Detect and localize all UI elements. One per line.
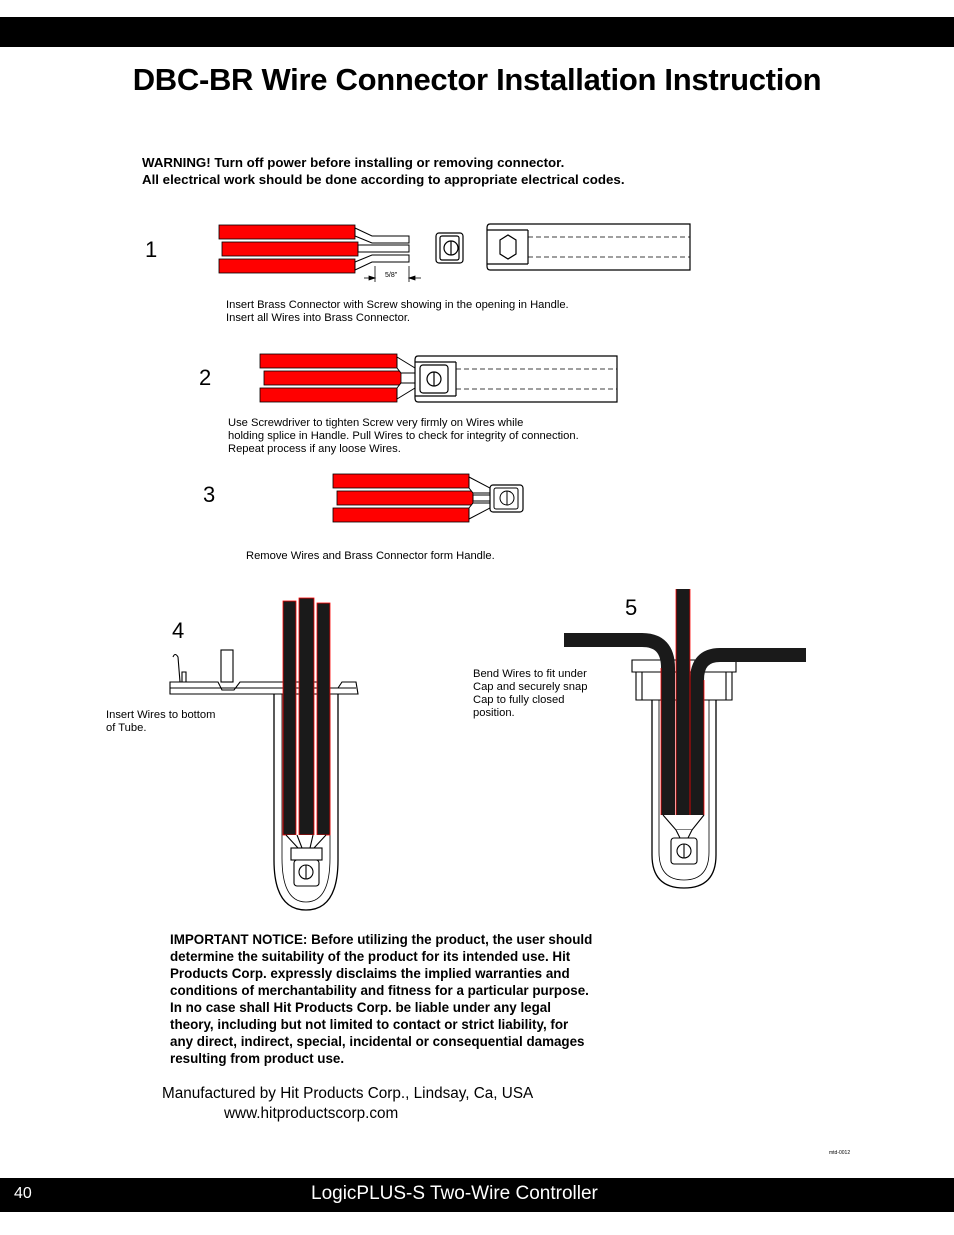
page-title: DBC-BR Wire Connector Installation Instruction	[132, 62, 822, 97]
caption-line: Repeat process if any loose Wires.	[228, 443, 401, 455]
step-3-illustration	[333, 474, 523, 522]
notice-line: IMPORTANT NOTICE: Before utilizing the product, the user should	[170, 932, 593, 947]
step-1-illustration	[219, 224, 690, 282]
warning-line: WARNING! Turn off power before installing or removing connector.	[142, 155, 565, 170]
step-4-illustration	[170, 598, 358, 910]
caption-line: Cap and securely snap	[473, 681, 588, 693]
caption-line: Bend Wires to fit under	[473, 668, 587, 680]
handle-with-connector	[415, 356, 617, 402]
step-4-number: 4	[172, 618, 185, 643]
measurement-label: 5/8"	[385, 272, 398, 279]
black-wires	[283, 598, 330, 835]
step-5-illustration	[564, 589, 806, 888]
warning-line: All electrical work should be done according to appropriate electrical codes.	[142, 172, 625, 187]
handle	[487, 224, 690, 270]
caption-line: Insert all Wires into Brass Connector.	[226, 312, 411, 324]
step-5-number: 5	[625, 595, 638, 620]
brass-connector	[663, 815, 704, 864]
notice-line: theory, including but not limited to contact or strict liability, for	[170, 1017, 569, 1032]
caption-line: Cap to fully closed	[473, 694, 565, 706]
notice-line: Products Corp. expressly disclaims the implied warranties and	[170, 966, 570, 981]
step-3-number: 3	[203, 482, 216, 507]
footer-document-title: LogicPLUS-S Two-Wire Controller	[311, 1183, 598, 1204]
brass-connector	[436, 233, 463, 263]
notice-line: any direct, indirect, special, incidental or consequential damages	[170, 1034, 585, 1049]
red-wires	[260, 354, 401, 402]
spliced-connector	[469, 477, 523, 519]
stripped-wire-ends	[355, 228, 409, 270]
caption-line: Insert Wires to bottom	[106, 709, 216, 721]
brass-connector	[286, 835, 326, 886]
red-wires	[219, 225, 358, 273]
notice-line: resulting from product use.	[170, 1051, 345, 1066]
page-number: 40	[14, 1185, 32, 1202]
manufacturer-info	[162, 1084, 533, 1124]
important-notice	[170, 931, 690, 1067]
notice-line: determine the suitability of the product for its intended use. Hit	[170, 949, 571, 964]
manufacturer-line: Manufactured by Hit Products Corp., Lindsay, Ca, USA	[162, 1085, 534, 1102]
red-wires	[333, 474, 473, 522]
caption-line: position.	[473, 707, 515, 719]
step-1-number: 1	[145, 237, 158, 262]
caption-line: Remove Wires and Brass Connector form Handle.	[246, 550, 495, 562]
caption-line: Insert Brass Connector with Screw showing in the opening in Handle.	[226, 299, 569, 311]
bent-wires	[564, 589, 806, 828]
step-2-illustration	[260, 354, 617, 402]
caption-line: of Tube.	[106, 722, 147, 734]
document-id: mtd-0012	[829, 1150, 851, 1156]
caption-line: holding splice in Handle. Pull Wires to check for integrity of connection.	[228, 430, 579, 442]
notice-line: conditions of merchantability and fitness for a particular purpose.	[170, 983, 589, 998]
notice-line: In no case shall Hit Products Corp. be liable under any legal	[170, 1000, 551, 1015]
step-2-number: 2	[199, 365, 212, 390]
caption-line: Use Screwdriver to tighten Screw very firmly on Wires while	[228, 417, 524, 429]
footer-bar	[0, 1178, 954, 1212]
website-link[interactable]: www.hitproductscorp.com	[224, 1105, 399, 1122]
